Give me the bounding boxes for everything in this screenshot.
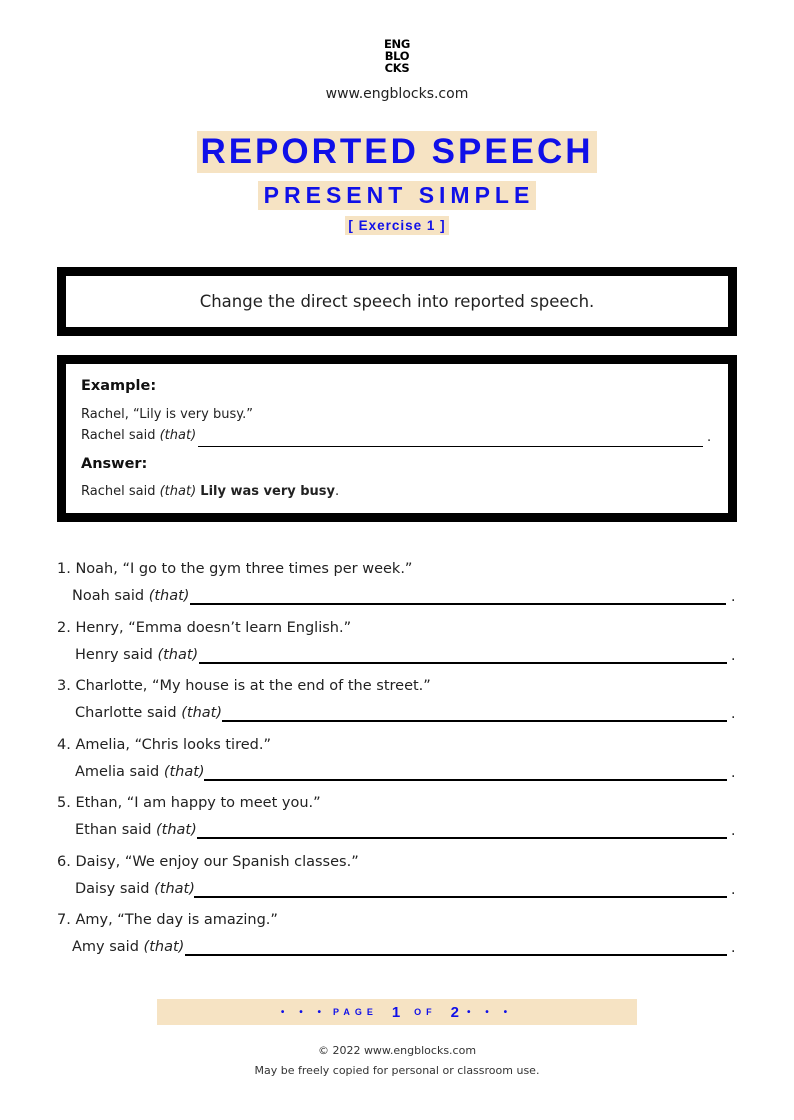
example-end-dot: . (707, 430, 712, 445)
copyright-text: © 2022 www.engblocks.com (317, 1044, 477, 1057)
page-word: PAGE (332, 1007, 378, 1017)
license-text: May be freely copied for personal or classroom use. (254, 1064, 540, 1077)
answer-blank[interactable] (194, 896, 727, 898)
example-prompt (81, 428, 196, 443)
end-dot: . (731, 706, 736, 722)
website-link[interactable]: www.engblocks.com (325, 86, 469, 102)
instruction-box (57, 267, 737, 336)
page-indicator (157, 999, 637, 1025)
question-text: 6. Daisy, “We enjoy our Spanish classes.” (57, 854, 359, 870)
end-dot: . (731, 648, 736, 664)
answer-prompt-text: Rachel said (81, 484, 156, 499)
answer-that: (that) (159, 484, 197, 499)
question-prompt: Daisy said (that) (75, 881, 195, 897)
end-dot: . (731, 823, 736, 839)
example-sentence: Rachel, “Lily is very busy.” (81, 407, 253, 422)
question-text: 4. Amelia, “Chris looks tired.” (57, 737, 271, 753)
logo-line: ENG (383, 37, 411, 51)
answer-end-dot: . (335, 484, 340, 499)
page-title: REPORTED SPEECH (197, 131, 596, 173)
example-heading: Example: (81, 378, 157, 394)
answer-heading: Answer: (81, 456, 148, 472)
question-text: 5. Ethan, “I am happy to meet you.” (57, 795, 321, 811)
footer-dots-right: • • • (467, 1006, 514, 1018)
question-prompt: Henry said (that) (75, 647, 199, 663)
answer-blank[interactable] (190, 603, 726, 605)
answer-text: Lily was very busy (200, 484, 335, 499)
answer-blank[interactable] (197, 837, 727, 839)
answer-blank[interactable] (199, 662, 727, 664)
footer-dots-left: • • • (280, 1006, 327, 1018)
question-prompt: Amy said (that) (72, 939, 185, 955)
answer-line (81, 484, 339, 499)
page-total: 2 (450, 1003, 460, 1021)
instruction-text: Change the direct speech into reported speech. (199, 292, 595, 311)
example-prompt-text: Rachel said (81, 428, 156, 443)
question-prompt: Charlotte said (that) (75, 705, 223, 721)
engblocks-logo (378, 38, 416, 74)
example-answer-line (198, 446, 703, 447)
question-text: 2. Henry, “Emma doesn’t learn English.” (57, 620, 352, 636)
end-dot: . (731, 940, 736, 956)
logo-line: BLO (384, 49, 410, 63)
question-text: 7. Amy, “The day is amazing.” (57, 912, 278, 928)
question-prompt: Ethan said (that) (75, 822, 197, 838)
answer-blank[interactable] (185, 954, 727, 956)
of-word: OF (414, 1007, 437, 1017)
exercise-label: [ Exercise 1 ] (345, 216, 448, 235)
logo-line: CKS (384, 61, 410, 75)
question-text: 1. Noah, “I go to the gym three times per week.” (57, 561, 413, 577)
end-dot: . (731, 765, 736, 781)
page-current: 1 (391, 1003, 401, 1021)
question-text: 3. Charlotte, “My house is at the end of the street.” (57, 678, 431, 694)
answer-blank[interactable] (222, 720, 727, 722)
answer-blank[interactable] (204, 779, 727, 781)
question-prompt: Amelia said (that) (75, 764, 205, 780)
page-subtitle: PRESENT SIMPLE (258, 181, 537, 210)
example-that: (that) (159, 428, 197, 443)
end-dot: . (731, 882, 736, 898)
end-dot: . (731, 589, 736, 605)
question-prompt: Noah said (that) (72, 588, 190, 604)
example-box (57, 355, 737, 522)
